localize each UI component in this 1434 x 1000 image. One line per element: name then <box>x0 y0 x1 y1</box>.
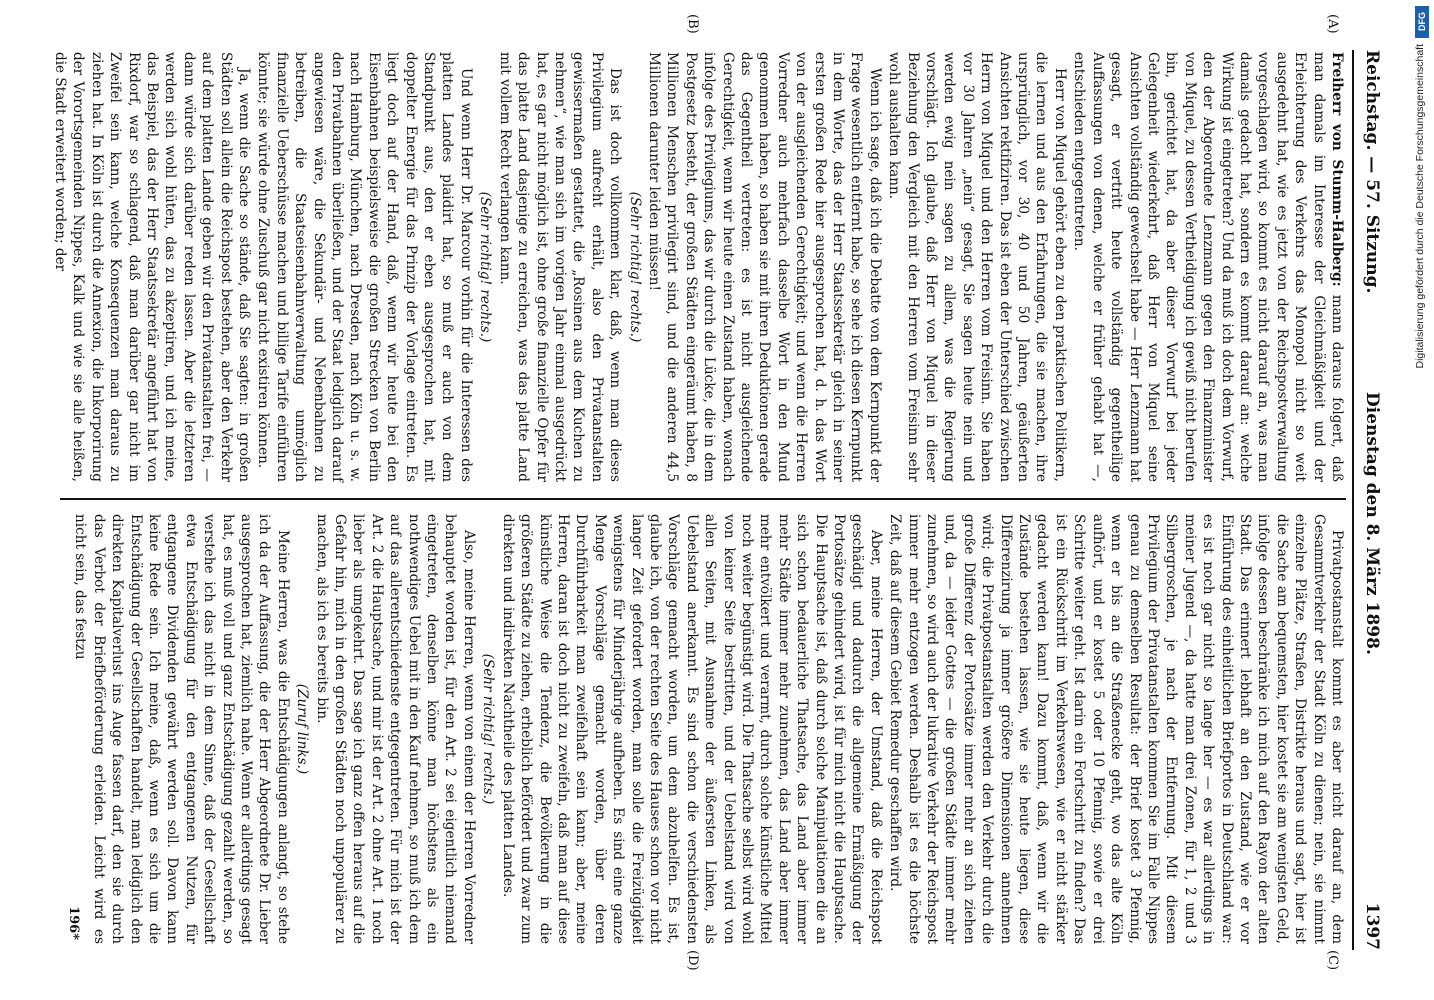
interjection <box>293 514 311 944</box>
scanned-page <box>50 14 1390 971</box>
paragraph-text: Und wenn Herr Dr. Marcour vorhin für die Interessen des platten Landes plaidirt hat, so muß er auch von dem Standpunkt aus, den er eben ausgesprochen hat, mit doppelter Energie für das Prinzip der Vorlage eintreten. Es liegt doch auf der Hand, daß, wenn wir heute bei den Eisenbahnen beispielsweise die großen Strecken von Berlin nach Hamburg, München, nach Dresden, nach Köln u. s. w. den Privatbahnen überließen, und der Staat lediglich darauf angewiesen wäre, die Sekundär- und Nebenbahnen zu betreiben, die Staatseisenbahnverwaltung unmöglich finanzielle Ueberschüsse machen und billige Tarife einführen könnte; sie würde ohne Zuschuß gar nicht existiren können. <box>255 52 474 482</box>
paragraph-text: Ja, wenn die Sache so stände, daß Sie sagten: in großen Städten soll allein die Reichspost bestehen, aber den Verkehr auf dem platten Lande geben wir den Privatanstalten frei, — dann würde sich darüber reden lassen. Aber die letzteren werden sich wohl hüten, das zu akzeptiren, und ich meine, das Beispiel, das der Herr Staatssekretär angeführt hat von Rixdorf, war so schlagend, daß man darüber gar nicht im Zweifel sein kann, welche Konsequenzen man daraus zu ziehen hat. In Köln ist durch die Annexion, die Inkorporirung der Vorortsgemeinden Nippes, Kalk und wie sie alle heißen, die Stadt erweitert worden; der <box>51 52 253 482</box>
paragraph <box>645 52 884 482</box>
paragraph <box>51 52 253 482</box>
paragraph <box>498 514 885 944</box>
header-date: Dienstag den 8. März 1898. <box>1362 392 1382 655</box>
paragraph-text: (Sehr richtig! rechts.) <box>480 653 497 805</box>
page-header <box>1354 50 1382 950</box>
paragraph-text: mann daraus folgert, daß man damals im Interesse der Gleichmäßigkeit und der Erleichterung des Verkehrs das Monopol nicht so weit ausgedehnt hat, wie es jetzt von der Reichspostverwaltung vorgeschlagen wird, so kommt es nicht darauf an, was man damals gedacht hat, sondern es kommt darauf an: welche Wirkung ist eingetreten? Und da muß ich doch dem Vorwurf, den der Abgeordnete Lenzmann gegen den Finanzminister von Miquel, zu dessen Vertheidigung ich gewiß nicht berufen bin, gerichtet hat, da aber dieser Vorwurf bei jeder Gelegenheit wiederkehrt, daß Herr von Miquel seine Ansichten vollständig gewechselt habe — Herr Lenzmann hat gesagt, er vertritt heute vollständig gegentheilige Auffassungen von denen, welche er früher gehabt hat —, entschieden entgegentreten. <box>1071 52 1345 482</box>
header-rule <box>1352 50 1354 950</box>
paragraph-text: (Sehr richtig! rechts.) <box>626 191 643 343</box>
header-session: Reichstag. — 57. Sitzung. <box>1362 50 1382 294</box>
margin-letter-c: (C) <box>1325 950 1340 971</box>
margin-letter-d: (D) <box>685 950 700 971</box>
paragraph-text: Herr von Miquel gehört eben zu den praktischen Politikern, die lernen und aus den Erfahrungen, die sie machen, ihre ursprünglich, vor 30, 40 und 50 Jahren, geäußerten Ansichten rektifiziren. Das ist eben der Unterschied zwischen Herrn von Miquel und den Herren vom Freisinn. Sie haben vor 30 Jahren „nein“ gesagt, Sie sagen heute nein und werden ewig nein sagen zu allem, was die Regierung vorschlägt. Ich glaube, daß Herr von Miquel in dieser Beziehung den Vergleich mit den Herren vom Freisinn sehr wohl aushalten kann. <box>886 52 1068 482</box>
paragraph-text: Wenn ich sage, daß ich die Debatte von dem Kernpunkt der Frage wesentlich entfernt habe, so sehe ich diesen Kernpunkt in dem Worte, das der Herr Staatssekretär gleich in seiner ersten großen Rede hier ausgesprochen hat, d. h. das Wort von der ausgleichenden Gerechtigkeit; und wenn die Herren Vorredner auch mehrfach dasselbe Wort in den Mund genommen haben, so haben sie mit ihren Deduktionen gerade das Gegentheil vertreten: es ist nicht ausgleichende Gerechtigkeit, wenn wir heute einen Zustand haben, wonach infolge des Privilegiums, das wir durch die Lücke, die in dem Postgesetz besteht, der großen Städten eingeräumt haben, 8 Millionen Menschen privilegirt sind, und die anderen 44,5 Millionen darunter leiden müssen! <box>645 52 883 482</box>
paragraph <box>886 514 1346 944</box>
interjection <box>476 52 494 482</box>
dfg-watermark <box>1414 44 1428 464</box>
column-divider <box>60 498 1346 500</box>
page-number: 1397 <box>1362 902 1382 950</box>
margin-letter-b: (B) <box>685 14 700 34</box>
paragraph-text: (Sehr richtig! rechts.) <box>477 191 494 343</box>
margin-letter-a: (A) <box>1325 14 1340 34</box>
paragraph <box>1070 52 1346 482</box>
paragraph-text: (Zuruf links.) <box>294 683 311 775</box>
left-text-column <box>51 52 1346 482</box>
paragraph <box>495 52 624 482</box>
paragraph-text: Also, meine Herren, wenn von einem der Herren Vorredner behauptet worden ist, für den Art. 2 sei eigentlich niemand eingetreten, denselben könne man höchstens als ein nothwendiges Uebel mit in den Kauf nehmen, so muß ich dem auf das allerentschiedenste entgegentreten. Für mich ist der Art. 2 die Hauptsache, und mir ist der Art. 2 ohne Art. 1 noch lieber als umgekehrt. Das sage ich ganz offen heraus auf die Gefahr hin, mich in den großen Städten noch unpopulärer zu machen, als ich es bereits bin. <box>313 514 477 944</box>
paragraph <box>254 52 475 482</box>
interjection <box>625 52 643 482</box>
paragraph <box>71 514 292 944</box>
paragraph-text: Meine Herren, was die Entschädigungen anlangt, so stehe ich da der Auffassung, die der Herr Abgeordnete Dr. Lieber ausgesprochen hat, ziemlich nahe. Wenn er allerdings gesagt hat, es muß voll und ganz Entschädigung gezahlt werden, so verstehe ich das nicht in dem Sinne, daß der Gesellschaft etwa Entschädigung für den entgangenen Nutzen, für entgangene Dividenden gewährt werden soll. Davon kann keine Rede sein. Ich meine, daß, wenn es sich um die Entschädigung der Gesellschaften handelt, man lediglich den direkten Kapitalverlust ins Auge fassen darf, den sie durch das Verbot der Briefbeförderung erleiden. Leicht wird es nicht sein, das festzu <box>72 514 291 944</box>
dfg-logo: DFG <box>1415 6 1429 38</box>
signature-mark: 196* <box>66 906 81 940</box>
dfg-credit-text: Digitalisierung gefördert durch die Deutsche Forschungsgemeinschaft <box>1414 44 1426 369</box>
interjection <box>479 514 497 944</box>
paragraph-text: Aber, meine Herren, der Umstand, daß die Reichspost geschädigt und dadurch die allgemeine Ermäßigung der Portosätze gehindert wird, ist für mich nicht die Hauptsache. Die Hauptsache ist, daß durch solche Manipulationen die an sich schon bedauerliche Thatsache, das Land aber immer mehr Städte immer mehr zunehmen, das Land aber immer mehr entvölkert und verarmt, durch solche künstliche Mittel noch weiter begünstigt wird. Die Thatsache selbst wird wohl von keiner Seite bestritten, und der Uebelstand wird von allen Seiten, mit Ausnahme der äußersten Linken, als Uebelstand anerkannt. Es sind schon die verschiedensten Vorschläge gemacht worden, um dem abzuhelfen. Es ist, glaube ich, von der rechten Seite des Hauses schon vor nicht langer Zeit gefordert worden, man solle die Freizügigkeit wenigstens für Minderjährige aufheben. Es sind eine ganze Menge Vorschläge gemacht worden, über deren Durchführbarkeit man zweifelhaft sein kann; aber, meine Herren, daran ist doch nicht zu zweifeln, daß man auf diese künstliche Weise die Tendenz, die Bevölkerung in die größeren Städte zu ziehen, erheblich befördert und zwar zum direkten und indirekten Nachtheile des platten Landes. <box>499 514 884 944</box>
paragraph <box>885 52 1069 482</box>
right-text-column <box>60 514 1346 944</box>
paragraph-text: Das ist doch vollkommen klar, daß, wenn man dieses Privilegium aufrecht erhält, also den Privatanstalten gewissermaßen gestattet, die „Rosinen aus dem Kuchen zu nehmen“, wie man sich im vorigen Jahr einmal ausgedrückt hat, es gar nicht möglich ist, ohne große finanzielle Opfer für das platte Land dasjenige zu erreichen, was das platte Land mit vollem Recht verlangen kann. <box>496 52 624 482</box>
speaker-name: Freiherr von Stumm-Halberg: <box>1329 52 1345 287</box>
paragraph <box>312 514 478 944</box>
paragraph-text: Privatpostanstalt kommt es aber nicht darauf an, dem Gesammtverkehr der Stadt Köln zu dienen; nein, sie nimmt einzelne Plätze, Straßen, Distrikte heraus und sagt, hier ist die Sache am bequemsten, hier kostet sie am wenigsten Geld, infolge dessen beschränke ich mich auf den Rayon der alten Stadt. Das erinnert lebhaft an den Zustand, wie er vor Einführung des einheitlichen Briefportos in Deutschland war: es ist noch gar nicht so lange her — es war allerdings in meiner Jugend —, da hatte man drei Zonen, für 1, 2 und 3 Silbergroschen, je nach der Entfernung. Mit diesem Privilegium der Privatanstalten kommen Sie im Falle Nippes genau zu demselben Resultat: der Brief kostet 3 Pfennig, wenn er bis an die Straßenecke geht, wo das alte Köln aufhört, und er kostet 5 oder 10 Pfennig, sowie er drei Schritte weiter geht. Ist darin ein Fortschritt zu finden? Das ist ein Rückschritt im Verkehrswesen, wie er nicht stärker gedacht werden kann! Dazu kommt, daß, wenn wir die Zustände bestehen lassen, wie sie heute liegen, diese Differenzirung ja immer größere Dimensionen annehmen wird; die Privatpostanstalten werden den Verkehr durch die große Differenz der Portosätze immer mehr an sich ziehen und, da — leider Gottes — die großen Städte immer mehr zunehmen, so wird auch der lukrative Verkehr der Reichspost immer mehr entzogen werden. Deshalb ist es die höchste Zeit, daß auf diesem Gebiet Remedur geschaffen wird. <box>887 514 1345 944</box>
